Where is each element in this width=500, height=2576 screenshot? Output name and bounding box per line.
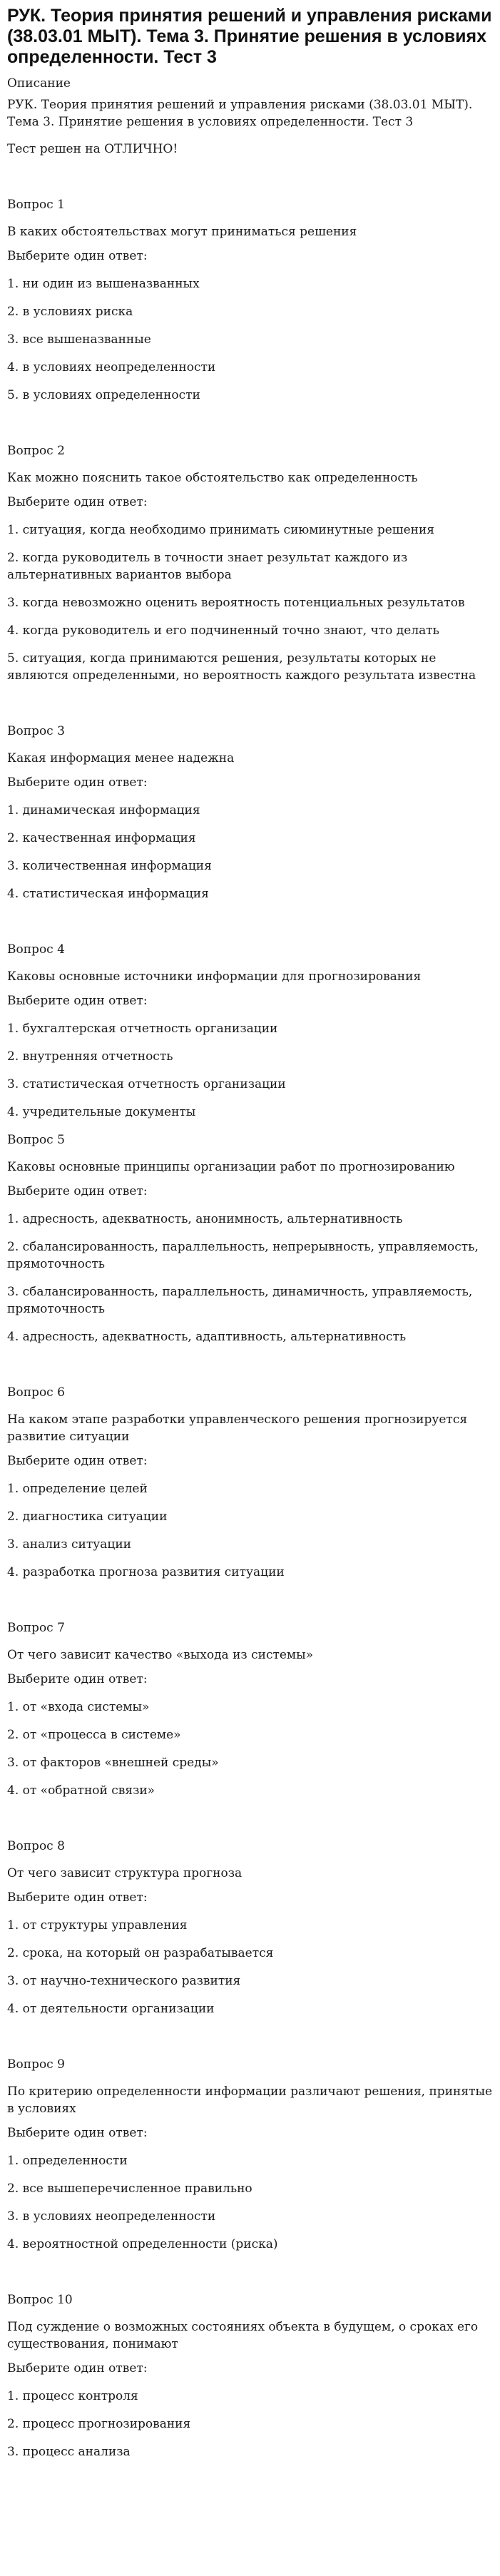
question-1 (7, 196, 493, 404)
answer-option: 4. от деятельности организации (7, 2002, 215, 2016)
answer-option: 5. в условиях определенности (7, 388, 200, 402)
answer-option: 4. в условиях неопределенности (7, 360, 216, 375)
question-7 (7, 1619, 493, 1799)
answer-prompt: Выберите один ответ: (7, 1184, 148, 1198)
answer-option: 3. от факторов «внешней среды» (7, 1756, 219, 1770)
answer-list (7, 275, 493, 404)
answer-option: 3. от научно-технического развития (7, 1974, 241, 1988)
answer-option: 4. вероятностной определенности (риска) (7, 2237, 278, 2251)
answer-option: 1. процесс контроля (7, 2389, 138, 2403)
answer-option: 4. от «обратной связи» (7, 1783, 155, 1798)
answer-list (7, 1699, 493, 1799)
answer-option: 3. анализ ситуации (7, 1537, 132, 1552)
question-number: Вопрос 1 (7, 198, 65, 212)
answer-option: 2. от «процесса в системе» (7, 1728, 181, 1742)
answer-option: 2. в условиях риска (7, 305, 133, 319)
answer-option: 3. процесс анализа (7, 2445, 131, 2459)
answer-option: 1. динамическая информация (7, 803, 200, 818)
question-text: От чего зависит качество «выхода из системы» (7, 1648, 314, 1662)
answer-list (7, 1917, 493, 2017)
answer-option: 4. адресность, адекватность, адаптивность, альтернативность (7, 1330, 407, 1344)
answer-option: 2. процесс прогнозирования (7, 2417, 191, 2431)
answer-option: 2. внутренняя отчетность (7, 1049, 173, 1064)
answer-option: 3. в условиях неопределенности (7, 2209, 216, 2224)
question-number: Вопрос 9 (7, 2057, 65, 2072)
question-text: На каком этапе разработки управленческого решения прогнозируется развитие ситуации (7, 1412, 468, 1444)
answer-option: 4. разработка прогноза развития ситуации (7, 1565, 285, 1579)
answer-option: 4. учредительные документы (7, 1105, 196, 1119)
answer-list (7, 802, 493, 902)
answer-option: 5. ситуация, когда принимаются решения, результаты которых не являются определенными, но вероятность каждого результата известна (7, 651, 476, 683)
answer-option: 2. когда руководитель в точности знает результат каждого из альтернативных вариантов выбора (7, 551, 408, 582)
question-text: В каких обстоятельствах могут приниматься решения (7, 225, 357, 239)
question-10 (7, 2291, 493, 2460)
answer-prompt: Выберите один ответ: (7, 249, 148, 263)
answer-option: 4. когда руководитель и его подчиненный точно знают, что делать (7, 623, 439, 638)
answer-option: 1. ни один из вышеназванных (7, 277, 200, 291)
answer-option: 1. бухгалтерская отчетность организации (7, 1022, 278, 1036)
answer-prompt: Выберите один ответ: (7, 1454, 148, 1468)
answer-option: 3. сбалансированность, параллельность, динамичность, управляемость, прямоточность (7, 1285, 473, 1316)
answer-option: 1. от «входа системы» (7, 1700, 150, 1714)
answer-option: 2. сбалансированность, параллельность, непрерывность, управляемость, прямоточность (7, 1240, 479, 1271)
question-text: От чего зависит структура прогноза (7, 1866, 243, 1880)
question-number: Вопрос 5 (7, 1133, 65, 1147)
answer-prompt: Выберите один ответ: (7, 1672, 148, 1686)
answer-prompt: Выберите один ответ: (7, 775, 148, 790)
answer-prompt: Выберите один ответ: (7, 994, 148, 1008)
result-text: Тест решен на ОТЛИЧНО! (7, 142, 178, 156)
question-number: Вопрос 2 (7, 444, 65, 458)
question-3 (7, 723, 493, 902)
question-number: Вопрос 3 (7, 724, 65, 738)
question-text: Каковы основные источники информации для прогнозирования (7, 969, 422, 984)
answer-list (7, 2388, 493, 2460)
answer-option: 1. от структуры управления (7, 1918, 188, 1933)
question-4 (7, 941, 493, 1121)
answer-prompt: Выберите один ответ: (7, 1890, 148, 1905)
answer-option: 4. статистическая информация (7, 887, 209, 901)
description-text: РУК. Теория принятия решений и управления рисками (38.03.01 МЫТ). Тема 3. Принятие решения в условиях определенности. Тест 3 (7, 98, 473, 129)
answer-option: 3. когда невозможно оценить вероятность потенциальных результатов (7, 596, 465, 610)
answer-list (7, 1480, 493, 1581)
question-5 (7, 1131, 493, 1345)
question-number: Вопрос 7 (7, 1621, 65, 1635)
answer-option: 1. ситуация, когда необходимо принимать сиюминутные решения (7, 523, 435, 537)
answer-option: 2. все вышеперечисленное правильно (7, 2182, 252, 2196)
answer-option: 2. срока, на который он разрабатывается (7, 1946, 274, 1960)
answer-list (7, 2152, 493, 2253)
question-number: Вопрос 10 (7, 2293, 73, 2307)
answer-list (7, 1020, 493, 1121)
answer-list (7, 521, 493, 684)
answer-list (7, 1211, 493, 1345)
question-text: Каковы основные принципы организации работ по прогнозированию (7, 1160, 455, 1174)
answer-option: 3. все вышеназванные (7, 332, 151, 347)
question-8 (7, 1838, 493, 2017)
description-label: Описание (7, 76, 71, 91)
answer-option: 1. определенности (7, 2154, 128, 2168)
answer-prompt: Выберите один ответ: (7, 2361, 148, 2376)
question-number: Вопрос 8 (7, 1839, 65, 1853)
answer-prompt: Выберите один ответ: (7, 495, 148, 509)
answer-option: 1. определение целей (7, 1482, 148, 1496)
answer-option: 3. статистическая отчетность организации (7, 1077, 286, 1091)
question-text: Под суждение о возможных состояниях объекта в будущем, о сроках его существования, понимают (7, 2320, 479, 2351)
questions-list (7, 196, 493, 2460)
question-2 (7, 442, 493, 684)
question-text: По критерию определенности информации различают решения, принятые в условиях (7, 2084, 493, 2116)
answer-prompt: Выберите один ответ: (7, 2126, 148, 2140)
answer-option: 2. диагностика ситуации (7, 1510, 168, 1524)
question-number: Вопрос 6 (7, 1385, 65, 1400)
answer-option: 1. адресность, адекватность, анонимность, альтернативность (7, 1212, 403, 1226)
question-text: Как можно пояснить такое обстоятельство как определенность (7, 471, 418, 485)
answer-option: 2. качественная информация (7, 831, 196, 845)
question-6 (7, 1384, 493, 1581)
question-text: Какая информация менее надежна (7, 751, 235, 765)
answer-option: 3. количественная информация (7, 859, 212, 873)
page-title: РУК. Теория принятия решений и управления рисками (38.03.01 МЫТ). Тема 3. Принятие решения в условиях определенности. Тест 3 (7, 6, 492, 67)
question-number: Вопрос 4 (7, 942, 65, 957)
question-9 (7, 2056, 493, 2253)
